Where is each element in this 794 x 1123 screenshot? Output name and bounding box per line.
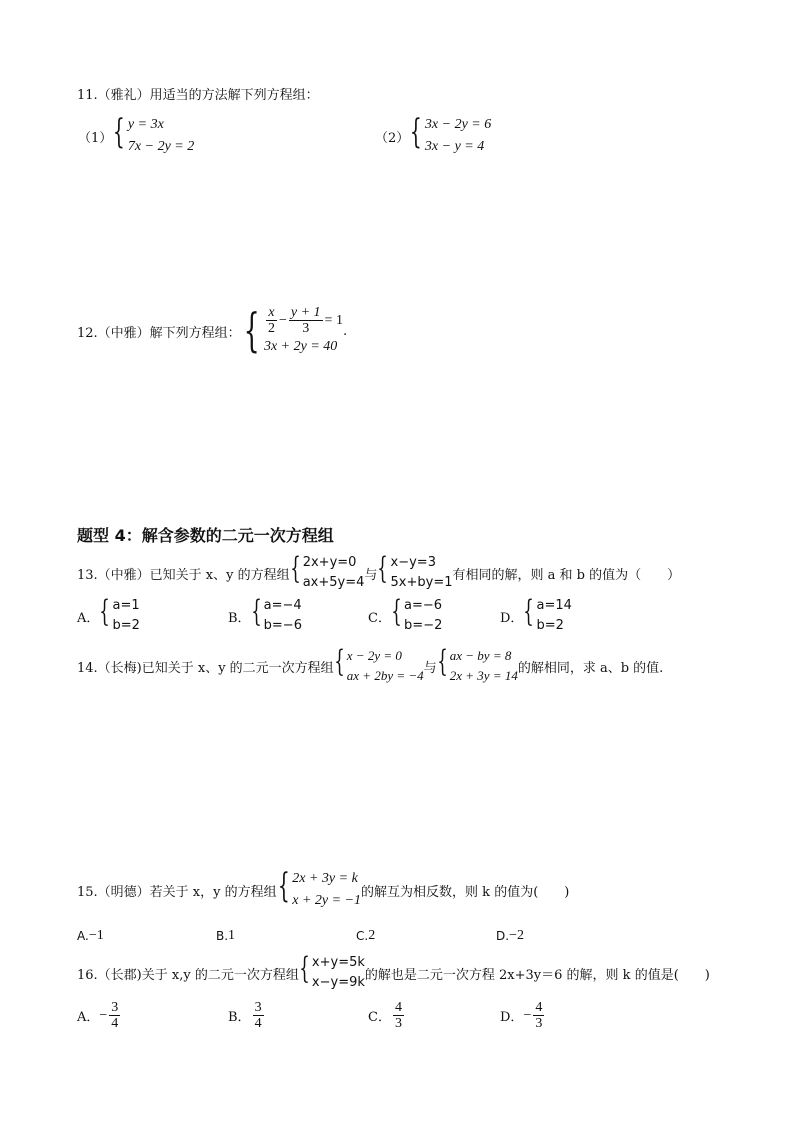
left-brace-icon: { <box>377 551 389 586</box>
equation: y = 3x <box>127 117 164 132</box>
section-heading: 题型 4：解含参数的二元一次方程组 <box>77 526 334 545</box>
q16: 16.（长郡)关于 x,y 的二元一次方程组 { x+y=5k x−y=9k 的解也是二元一次方程 2x+3y＝6 的解，则 k 的值是( ) <box>77 953 710 993</box>
left-brace-icon: { <box>250 594 262 629</box>
q13-system-a <box>290 553 365 593</box>
q16-system <box>299 953 365 993</box>
equation: 5x+by=1 <box>390 575 453 590</box>
left-brace-icon: { <box>299 951 310 986</box>
q11-prompt: 11.（雅礼）用适当的方法解下列方程组： <box>77 88 319 103</box>
q16-option-d[interactable]: D． − $\frac{4}{3}$ <box>500 1000 543 1031</box>
left-brace-icon: { <box>113 112 126 152</box>
equation: ax − by = 8 <box>449 648 512 663</box>
q15-system <box>277 868 361 912</box>
q12-prompt: 12.（中雅）解下列方程组： <box>77 326 241 341</box>
equation: 3x − 2y = 6 <box>424 117 492 132</box>
equation: ax+5y=4 <box>302 575 365 590</box>
q11-part2: （2） { 3x − 2y = 6 3x − y = 4 <box>375 114 491 158</box>
equation: ax + 2by = −4 <box>346 668 424 683</box>
q13-option-c[interactable]: C． { a=−6 b=−2 <box>368 596 442 636</box>
q15: 15.（明德）若关于 x，y 的方程组 { 2x + 3y = k x + 2y = −1 的解互为相反数，则 k 的值为( ) <box>77 868 569 912</box>
q11-part1: （1） { y = 3x 7x − 2y = 2 <box>78 114 194 158</box>
left-brace-icon: { <box>289 551 301 586</box>
q14: 14.（长梅)已知关于 x、y 的二元一次方程组 { x − 2y = 0 ax + 2by = −4 与 { ax − by = 8 2x + 3y = 14 的解相同，求 a、b 的值. <box>77 646 663 686</box>
q13-option-a[interactable]: A． { a=1 b=2 <box>77 596 140 636</box>
q13-option-d[interactable]: D． { a=14 b=2 <box>500 596 572 636</box>
equation: 7x − 2y = 2 <box>127 139 195 154</box>
q15-option-b[interactable]: B. 1 <box>216 928 236 943</box>
q14-system-a <box>334 646 424 686</box>
equation: 2x + 3y = k <box>292 871 358 886</box>
equation: 2x+y=0 <box>302 555 357 570</box>
q16-option-c[interactable]: C． $\frac{4}{3}$ <box>368 1000 402 1031</box>
q11-system-1 <box>112 114 194 158</box>
equation: $\frac{x}{2}$ − $\frac{y + 1}{3}$ = 1 <box>267 305 343 336</box>
q16-option-b[interactable]: B． $\frac{3}{4}$ <box>228 1000 262 1031</box>
left-brace-icon: { <box>277 866 290 906</box>
equation: x + 2y = −1 <box>292 893 362 908</box>
q16-option-a[interactable]: A． − $\frac{3}{4}$ <box>77 1000 119 1031</box>
left-brace-icon: { <box>410 112 423 152</box>
equation: 3x − y = 4 <box>424 139 485 154</box>
left-brace-icon: { <box>243 303 260 357</box>
equation: x−y=9k <box>311 975 365 990</box>
q12-system <box>241 305 343 358</box>
left-brace-icon: { <box>436 644 448 679</box>
q15-option-d[interactable]: D. −2 <box>496 928 524 943</box>
q15-option-c[interactable]: C. 2 <box>356 928 376 943</box>
equation: 2x + 3y = 14 <box>449 668 518 683</box>
left-brace-icon: { <box>333 644 345 679</box>
equation: x−y=3 <box>390 555 436 570</box>
equation: x − 2y = 0 <box>346 648 402 663</box>
q15-option-a[interactable]: A. −1 <box>77 928 104 943</box>
q13: 13.（中雅）已知关于 x、y 的方程组 { 2x+y=0 ax+5y=4 与 { x−y=3 5x+by=1 有相同的解，则 a 和 b 的值为（ ） <box>77 553 680 593</box>
left-brace-icon: { <box>391 594 402 629</box>
q13-system-b <box>377 553 452 593</box>
q13-option-b[interactable]: B． { a=−4 b=−6 <box>228 596 302 636</box>
q11-system-2 <box>409 114 491 158</box>
left-brace-icon: { <box>99 594 111 629</box>
q12: 12.（中雅）解下列方程组： { $\frac{x}{2}$ − $\frac{y + 1}{3}$ = 1 3x + 2y = 40 . <box>77 303 348 357</box>
q14-system-b <box>437 646 518 686</box>
equation: 3x + 2y = 40 <box>263 339 338 354</box>
left-brace-icon: { <box>523 594 535 629</box>
equation: x+y=5k <box>311 955 365 970</box>
